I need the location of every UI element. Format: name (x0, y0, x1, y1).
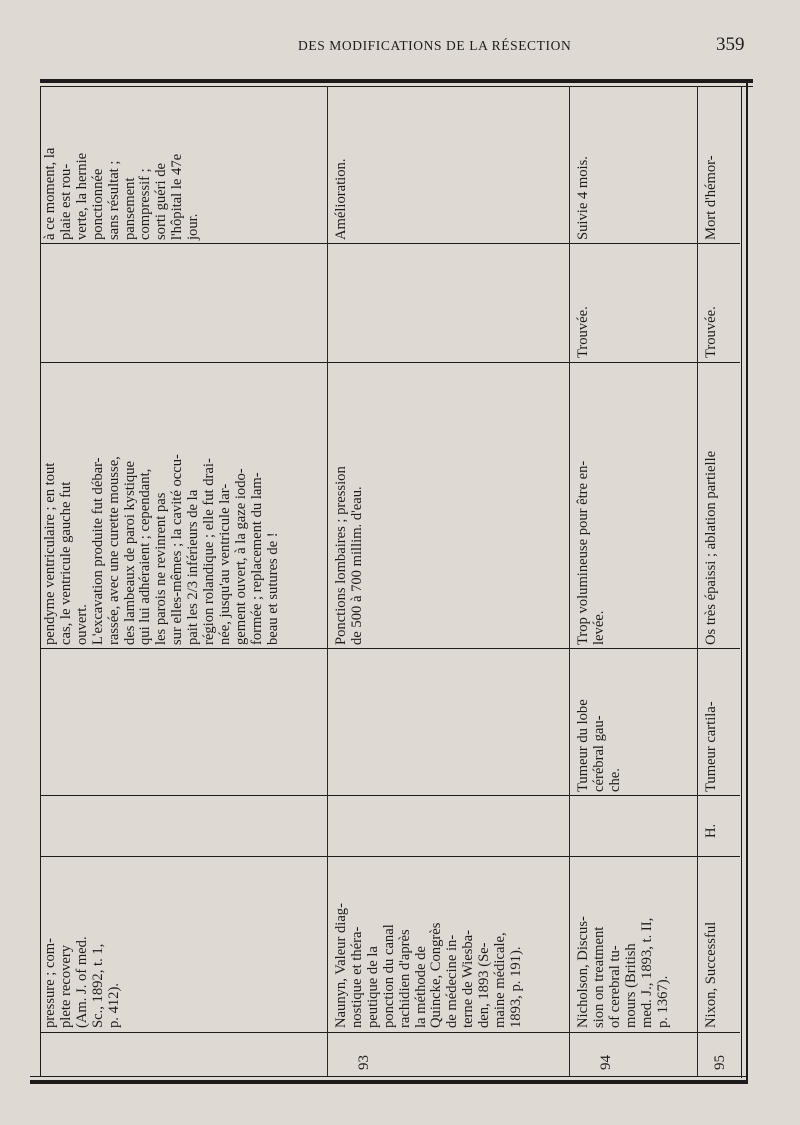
running-head: DES MODIFICATIONS DE LA RÉSECTION (298, 38, 572, 53)
separator-lesion-operation (40, 648, 740, 649)
separator-number-reference (40, 1032, 740, 1033)
cell-reference: Nixon, Successful (703, 921, 719, 1028)
frame-top-thin (40, 86, 753, 87)
cell-operation: Trop volumineuse pour être en- levée. (575, 460, 607, 645)
cell-lesion-found: Trouvée. (703, 306, 719, 358)
frame-right-double (746, 79, 748, 1084)
frame-right-inner (741, 86, 742, 1078)
separator-operation-found (40, 362, 740, 363)
row-separator-2 (569, 86, 570, 1076)
cell-reference: Nicholson, Discus- sion on treatment of cerebral tu- mours (British med. J., 1893, t. II, p. 1367). (575, 916, 671, 1028)
separator-reference-sex (40, 856, 740, 857)
frame-left-line (40, 86, 41, 1076)
row-separator-3 (697, 86, 698, 1076)
cell-result: Mort d'hémor- (703, 155, 719, 240)
page-number: 359 (716, 34, 745, 55)
frame-top-thick (40, 79, 753, 83)
cell-sex: H. (703, 823, 719, 838)
separator-sex-lesion (40, 795, 740, 796)
cell-number: 93 (356, 1055, 372, 1070)
frame-bottom-thick (30, 1080, 748, 1084)
cell-number: 95 (712, 1055, 728, 1070)
cell-result: Amélioration. (333, 158, 349, 240)
cell-operation: Ponctions lombaires ; pression de 500 à 700 millim. d'eau. (333, 466, 365, 645)
frame-bottom-thin (30, 1076, 748, 1077)
cell-reference: Naunyn, Valeur diag- nostique et théra- peutique de la ponction du canal rachidien d'après la méthode de Quincke, Congrès de médecine in- terne de Wiesba- den, 1893 (Se- maine médicale, 1893, p. 191). (333, 903, 524, 1028)
cell-lesion-found: Trouvée. (575, 306, 591, 358)
cell-lesion: Tumeur du lobe cérébral gau- che. (575, 699, 623, 792)
cell-lesion: Tumeur cartila- (703, 701, 719, 792)
cell-result: à ce moment, la plaie est rou- verte, la hernie ponctionnée sans résultat ; pansement compressif ; sorti guéri de l'hôpital le 47e jour. (42, 147, 202, 240)
cell-operation: pendyme ventriculaire ; en tout cas, le ventricule gauche fut ouvert. L'excavation produite fut débar- rassée, avec une curette mousse, des lambeaux de paroi kystique qui lui adhéraient ; cependant, les parois ne revinrent pas sur elles-mêmes ; la cavité occu- pait les 2/3 inférieurs de la région rolandique ; elle fut drai- née, jusqu'au ventricule lar- gement ouvert, à la gaze iodo- formée ; replacement du lam- beau et sutures de ! (42, 454, 281, 645)
separator-found-result (40, 243, 740, 244)
cell-number: 94 (598, 1055, 614, 1070)
row-separator-1 (327, 86, 328, 1076)
cell-result: Suivie 4 mois. (575, 156, 591, 240)
cell-reference: pressure ; com- plete recovery (Am. J. of med. Sc., 1892, t. 1, p. 412). (42, 936, 122, 1028)
cell-operation: Os très épaissi ; ablation partielle (703, 450, 719, 645)
